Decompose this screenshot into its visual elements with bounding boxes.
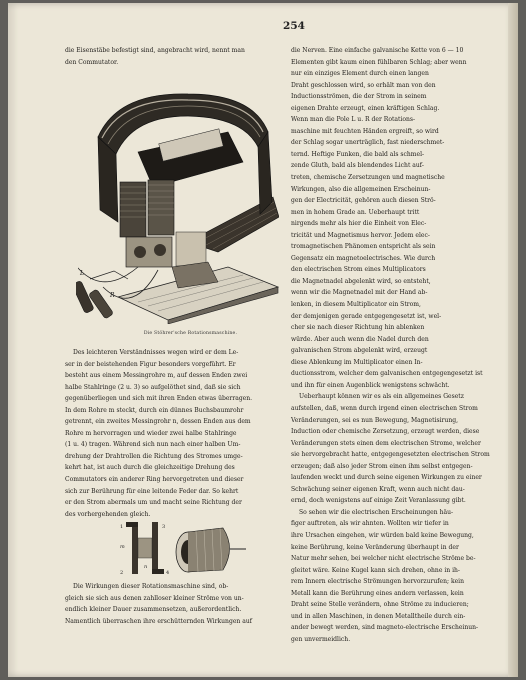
text-line: (1 u. 4) tragen. Während sich nun nach einer halben Um- [65, 441, 241, 449]
text-line: Draht geschlossen wird, so erhält man von den [291, 81, 436, 89]
text-line: Induction oder chemische Zersetzung, erzeugt werden, diese [291, 428, 480, 436]
text-line: den electrischen Strom eines Multiplicators [291, 266, 426, 274]
text-line: ander bewegt werden, sind magneto-electrische Erscheinun- [291, 624, 479, 632]
text-line: zende Gluth, bald als blendendes Licht auf- [291, 162, 424, 170]
text-line: sie hervorgebracht hatte, entgegengesetzten electrischen Strom [291, 451, 490, 459]
text-line: nur ein einziges Element durch einen langen [291, 70, 429, 78]
text-line: und ihn für einen Augenblick wenigstens schwächt. [291, 381, 450, 389]
text-line: gleich sie sich aus denen zahlloser kleiner Ströme von un- [65, 594, 244, 602]
figure-caption: Die Stöhrer'sche Rotationsmaschine. [143, 331, 238, 336]
text-line: kehrt hat, ist auch durch die gleichzeitige Drehung des [65, 464, 235, 472]
text-line: keine Berührung, keine Veränderung überhaupt in der [291, 543, 459, 551]
text-line: des vorhergehenden gleich. [65, 510, 151, 518]
text-line: Commutators ein anderer Ring hervorgetreten und dieser [65, 476, 244, 484]
commutator-label-n: n [144, 564, 148, 570]
text-line: Natur mehr sehen, bei welcher nicht electrische Ströme be- [291, 555, 476, 563]
text-line: treten, chemische Zersetzungen und magnetische [291, 174, 445, 182]
text-line: maschine mit feuchten Händen ergreift, so wird [291, 127, 439, 135]
text-line: die Magnetnadel abgelenkt wird, so entsteht, [291, 277, 431, 285]
text-line: drehung der Drahtrollen die Richtung des Stromes umge- [65, 452, 243, 460]
text-line: So sehen wir die electrischen Erscheinungen häu- [299, 508, 454, 516]
text-line: er den Strom abermals um und macht seine Richtung der [65, 499, 242, 507]
left-paragraph-1 [65, 347, 284, 520]
book-page [8, 3, 518, 677]
text-line: ser in der beistehenden Figur besonders vorgeführt. Er [65, 360, 236, 368]
text-line: Veränderungen stets einen dem electrischen Strome, welcher [291, 439, 481, 447]
text-line: Metall kann die Berührung eines andern verlassen, kein [291, 589, 464, 597]
commutator-label-3: 3 [162, 524, 166, 530]
text-line: aufstellen, daß, wenn durch irgend einen electrischen Strom [291, 404, 478, 412]
left-paragraph-2 [65, 581, 284, 627]
text-line: Des leichteren Verständnisses wegen wird er dem Le- [73, 349, 239, 356]
left-column-top [65, 45, 284, 68]
text-line: sich zur Berührung für eine leitende Feder dar. So kehrt [65, 487, 239, 495]
text-line: Draht seine Stelle verändern, ohne Ströme zu inducieren; [291, 601, 469, 609]
right-column [291, 45, 510, 645]
text-line: nirgends mehr als hier die Einheit von Elec- [291, 220, 427, 228]
text-line: rem Innern electrische Strömungen hervorzurufen; kein [291, 578, 465, 586]
text-line: die Nerven. Eine einfache galvanische Kette von 6 — 10 [291, 47, 464, 54]
text-line: lenken, in diesem Multiplicator ein Strom, [291, 301, 421, 309]
text-line: figer auftreten, als wir ahnten. Wollten wir tiefer in [291, 520, 449, 528]
text-line: men in hohem Grade an. Ueberhaupt tritt [291, 208, 420, 216]
text-line: gen der Electricität, gehören auch diesen Strö- [291, 197, 436, 205]
text-line: gen unvermeidlich. [291, 635, 351, 643]
text-line: Ueberhaupt können wir es als ein allgemeines Gesetz [299, 393, 464, 401]
text-line: Gegensatz ein magnetoelectrisches. Wie durch [291, 254, 436, 262]
text-line: getrennt, ein zweites Messingrohr n, dessen Enden aus dem [65, 418, 251, 426]
label-R: R [110, 292, 115, 299]
text-line: die Eisenstäbe befestigt sind, angebracht wird, nennt man [65, 47, 245, 54]
page-number: 254 [283, 20, 305, 32]
text-line: würde. Aber auch wenn die Nadel durch den [291, 335, 429, 343]
text-line: erzeugen; daß also jeder Strom einen ihm selbst entgegen- [291, 462, 473, 470]
commutator-label-1: 1 [120, 524, 124, 530]
text-line: halbe Stahlringe (2 u. 3) so aufgelöthet sind, daß sie sich [65, 383, 241, 391]
text-line: gleitet wäre. Keine Kugel kann sich drehen, ohne in ih- [291, 566, 460, 574]
text-line: Inductionsströmen, die der Strom in seinem [291, 93, 427, 101]
text-line: tromagnetischen Phänomen entspricht als sein [291, 243, 436, 251]
text-line: galvanischen Strom abgelenkt wird, erzeugt [291, 347, 428, 355]
text-line: Elementen gibt kaum einen fühlbaren Schlag; aber wenn [291, 58, 467, 66]
text-line: Wirkungen, also die allgemeinen Erscheinun- [291, 185, 431, 193]
text-line: Veränderungen, sei es nun Bewegung, Magnetisirung, [291, 416, 459, 424]
commutator-illustration [118, 518, 248, 580]
text-line: endlich kleiner Dauer zusammensetzen, außerordentlich. [65, 606, 242, 614]
text-line: und in allen Maschinen, in denen Metalltheile durch ein- [291, 612, 466, 620]
text-line: diese Ablenkung im Multiplicator einen In- [291, 358, 423, 366]
text-line: der demjenigen gerade entgegengesetzt ist, wel- [291, 312, 442, 320]
commutator-label-2: 2 [120, 570, 124, 576]
text-line: Namentlich überraschen ihre erschütternden Wirkungen auf [65, 617, 252, 625]
text-line: der Schlag sogar unerträglich, fast niederschmet- [291, 139, 445, 147]
text-line: Rohre m hervorragen und wieder zwei halbe Stahlringe [65, 429, 237, 437]
text-line: ductionsstrom, welcher dem galvanischen entgegengesetzt ist [291, 370, 483, 378]
text-line: Schwächung seiner eigenen Kraft, wenn auch nicht dau- [291, 485, 465, 493]
text-line: ihre Ursachen eingehen, wir würden bald keine Bewegung, [291, 531, 474, 539]
electrode-handles-illustration [76, 251, 136, 321]
text-line: cher sie nach dieser Richtung hin ablenken [291, 324, 425, 332]
text-line: tricität und Magnetismus hervor. Jedem elec- [291, 231, 430, 239]
text-line: ernd, doch wenigstens auf einige Zeit Veranlassung gibt. [291, 497, 466, 505]
text-line: besteht aus einem Messingrohre m, auf dessen Enden zwei [65, 372, 248, 380]
text-line: Die Wirkungen dieser Rotationsmaschine sind, ob- [73, 583, 229, 590]
commutator-label-4: 4 [166, 570, 170, 576]
text-line: eigenen Drahte erzeugt, einen kräftigen Schlag. [291, 104, 440, 112]
text-line: den Commutator. [65, 58, 119, 66]
text-line: Wenn man die Pole L u. R der Rotations- [291, 116, 416, 124]
text-line: wenn wir die Magnetnadel mit der Hand ab- [291, 289, 428, 297]
label-L: L [80, 270, 84, 277]
text-line: In dem Rohre m steckt, durch ein dünnes Buchsbaumrohr [65, 406, 244, 414]
commutator-label-m: m [120, 544, 125, 550]
text-line: gegenüberliegen und sich mit ihren Enden etwas überragen. [65, 395, 253, 403]
text-line: laufenden weckt und durch seine eigenen Wirkungen zu einer [291, 474, 482, 482]
text-line: ternd. Heftige Funken, die bald als schmel- [291, 150, 425, 158]
